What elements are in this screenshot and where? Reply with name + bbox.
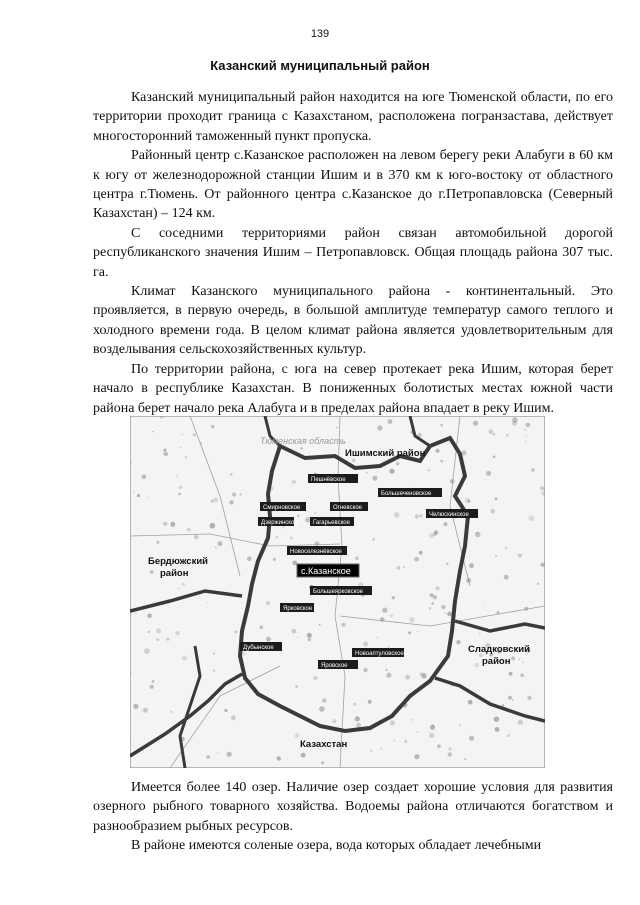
district-map [130,416,545,768]
map-speckle [332,719,336,723]
map-speckle [540,563,544,567]
map-speckle [390,614,393,617]
map-speckle [495,727,500,732]
map-speckle [211,500,214,503]
map-speckle [372,476,377,481]
map-speckle [341,623,345,627]
map-speckle [217,752,219,754]
map-speckle [526,423,531,428]
map-speckle [489,429,494,434]
map-speckle [525,441,527,443]
map-speckle [437,744,441,748]
map-speckle [319,706,325,712]
village-text: Большеярковское [313,589,364,595]
map-speckle [415,514,419,518]
map-speckle [229,500,233,504]
map-speckle [386,669,388,671]
map-speckle [403,566,405,568]
map-speckle [307,633,312,638]
map-speckle [386,673,391,678]
map-speckle [409,617,414,622]
map-speckle [182,434,183,435]
map-speckle [377,637,378,638]
map-speckle [508,696,512,700]
map-speckle [152,431,154,433]
map-speckle [163,522,167,526]
map-speckle [527,696,531,700]
map-speckle [206,602,208,604]
map-speckle [408,631,411,634]
map-speckle [474,663,479,668]
district-center-text: с.Казанское [301,566,351,576]
map-speckle [239,493,241,495]
paragraph: Имеется более 140 озер. Наличие озер создает хорошие условия для развития озерного рыбного товарного хозяйства. Водоемы района отличаются богатством и разнообразием рыбных ресурсов. [93,780,613,834]
village-text: Смирновское [263,505,301,511]
village-text: Дзержинское [261,520,298,526]
map-speckle [405,675,410,680]
map-speckle [511,656,515,660]
label-ishim-district: Ишимский район [345,448,426,459]
label-sladkovo-district: Сладковский [468,644,530,655]
map-speckle [419,551,423,555]
map-speckle [353,703,356,706]
map-speckle [291,484,292,485]
map-speckle [292,561,297,566]
label-sladkovo-district-line2: район [482,656,511,667]
page-number: 139 [310,28,330,40]
map-speckle [230,473,233,476]
map-speckle [505,546,508,549]
map-speckle [440,424,443,427]
map-speckle [232,493,236,497]
map-speckle [447,612,452,617]
map-speckle [444,522,448,526]
map-speckle [182,583,185,586]
map-speckle [417,631,418,632]
map-speckle [430,593,434,597]
map-speckle [137,494,140,497]
paragraph: С соседними территориями район связан автомобильной дорогой республиканского значения Ишим – Петропавловск. Общая площадь района 307 тыс. га. [93,225,613,280]
map-speckle [210,523,216,529]
map-speckle [414,557,419,562]
map-speckle [537,583,539,585]
map-speckle [152,680,155,683]
village-text: Большеченовское [381,491,432,497]
map-speckle [483,605,484,606]
map-speckle [417,731,419,733]
map-speckle [355,716,360,721]
map-speckle [390,720,395,725]
map-speckle [420,672,424,676]
map-speckle [180,447,181,448]
map-speckle [301,447,303,449]
map-speckle [319,624,321,626]
map-speckle [495,555,497,557]
map-speckle [525,435,527,437]
map-speckle [469,736,474,741]
map-speckle [428,470,430,472]
map-speckle [234,631,237,634]
map-speckle [388,646,389,647]
map-speckle [459,724,461,726]
map-speckle [368,700,372,704]
village-label [258,517,298,526]
map-speckle [479,633,481,635]
map-speckle [430,725,435,730]
map-speckle [436,586,440,590]
map-speckle [314,512,316,514]
map-speckle [321,761,324,764]
village-label [378,488,442,497]
map-speckle [529,516,535,522]
map-speckle [148,631,150,633]
village-label [310,517,354,526]
map-speckle [540,486,544,490]
village-label [308,474,358,483]
map-speckle [394,512,399,517]
map-speckle [440,460,443,463]
map-speckle [473,421,478,426]
map-speckle [434,530,438,534]
village-label [330,502,368,511]
map-speckle [493,433,495,435]
label-tyumen-oblast: Тюменская область [260,436,346,446]
map-speckle [446,563,448,565]
map-speckle [506,434,509,437]
map-speckle [410,486,411,487]
map-speckle [388,419,393,424]
map-speckle [412,719,414,721]
map-speckle [394,740,395,741]
map-speckle [377,425,382,430]
map-speckle [156,541,159,544]
map-speckle [295,685,298,688]
map-speckle [150,685,154,689]
map-speckle [185,456,188,459]
body-text-top [93,88,613,418]
map-speckle [336,427,338,429]
map-speckle [194,535,198,539]
paragraph: В районе имеются соленые озера, вода которых обладает лечебными [131,838,542,854]
map-speckle [231,716,236,721]
map-speckle [291,629,296,634]
village-text: Яровское [321,663,348,669]
village-label [280,603,314,612]
map-speckle [475,532,481,538]
map-speckle [187,528,190,531]
map-speckle [164,449,167,452]
village-label [426,509,478,518]
map-speckle [305,517,310,522]
map-speckle [273,558,276,561]
map-speckle [292,480,296,484]
map-speckle [147,497,149,499]
map-speckle [380,748,382,750]
map-speckle [429,533,434,538]
map-speckle [143,708,148,713]
map-speckle [520,674,524,678]
map-speckle [193,433,196,436]
map-speckle [512,699,514,701]
map-speckle [135,613,136,614]
map-speckle [156,628,161,633]
paragraph: Районный центр с.Казанское расположен на левом берегу реки Алабуги в 60 км к югу от железнодорожной станции Ишим и в 370 км к юго-востоку от областного центра г.Тюмень. От районного центра с.Казанское до г.Петропавловска (Северный Казахстан) – 124 км. [93,148,613,222]
map-speckle [392,596,395,599]
village-label [352,648,404,657]
map-speckle [301,753,306,758]
village-label [318,660,358,669]
village-text: Пешнёвское [311,477,346,483]
map-speckle [156,638,159,641]
map-speckle [518,720,523,725]
map-speckle [170,711,172,713]
map-speckle [468,700,473,705]
map-speckle [175,631,179,635]
map-speckle [179,486,182,489]
map-speckle [464,758,466,760]
map-speckle [495,497,498,500]
map-speckle [531,468,534,471]
map-speckle [504,575,509,580]
map-speckle [308,638,311,641]
village-text: Челюскинское [429,512,469,518]
map-speckle [363,668,367,672]
map-speckle [218,541,223,546]
paragraph: По территории района, с юга на север протекает река Ишим, которая берет начало в республике Казахстан. В пониженных болотистых местах южной части района берет начало река Алабуга и в пределах района впадает в реку Ишим. [93,361,613,416]
map-speckle [486,471,491,476]
map-speckle [266,637,271,642]
map-speckle [247,556,252,561]
map-speckle [404,740,407,743]
map-speckle [179,588,180,589]
map-speckle [170,522,175,527]
map-speckle [213,653,215,655]
map-speckle [266,601,270,605]
map-speckle [397,566,401,570]
map-speckle [448,747,451,750]
map-speckle [494,716,500,722]
village-text: Дубынское [243,645,274,651]
map-speckle [431,602,434,605]
map-speckle [493,456,496,459]
map-speckle [214,497,219,502]
map-speckle [301,526,302,527]
map-speckle [259,625,263,629]
label-berdyuzhye-district: Бердюжский [148,556,209,567]
page-title: Казанский муниципальный район [210,58,430,73]
village-text: Огневское [333,505,362,511]
map-speckle [512,421,517,426]
map-speckle [313,676,317,680]
map-speckle [215,547,217,549]
map-speckle [213,669,215,671]
map-speckle [213,427,215,429]
village-text: Новоселезнёвское [290,549,342,555]
map-speckle [178,493,181,496]
map-speckle [518,553,522,557]
map-speckle [206,755,210,759]
village-text: Новоаптуловское [355,651,404,657]
map-speckle [382,608,387,613]
map-speckle [144,648,150,654]
map-speckle [142,475,147,480]
map-speckle [355,556,359,560]
district-center-label [297,564,359,577]
village-text: Ярковское [283,606,313,612]
label-kazakhstan: Казахстан [300,739,348,750]
map-speckle [164,452,168,456]
map-speckle [182,656,187,661]
map-speckle [389,469,394,474]
map-speckle [524,429,526,431]
map-speckle [465,498,470,503]
map-speckle [430,732,431,733]
village-label [240,642,282,651]
paragraph: Казанский муниципальный район находится на юге Тюменской области, по его территории проходит граница с Казахстаном, расположена погранзастава, действует многосторонний таможенный пункт пропуска. [93,90,613,144]
map-speckle [150,570,154,574]
map-speckle [509,672,513,676]
map-speckle [522,661,524,663]
map-speckle [456,640,460,644]
map-speckle [166,638,169,641]
village-label [287,546,347,555]
map-speckle [322,698,326,702]
map-speckle [435,449,439,453]
map-speckle [396,462,399,465]
label-berdyuzhye-district-line2: район [160,568,189,579]
village-label [310,586,372,595]
map-speckle [133,491,134,492]
map-speckle [147,614,152,619]
map-speckle [297,636,298,637]
village-text: Гагарьевское [313,520,350,526]
map-speckle [429,733,434,738]
map-speckle [277,756,281,760]
map-speckle [429,607,431,609]
paragraph: Климат Казанского муниципального района - континентальный. Это проявляется, в первую очередь, в большой амплитуде температур самого теплого и холодного времени года. В целом климат района является удовлетворительным для возделывания сельскохозяйственных культур. [93,284,613,358]
map-speckle [370,750,373,753]
map-speckle [419,514,422,517]
map-speckle [519,658,521,660]
map-speckle [491,509,495,513]
map-speckle [276,536,278,538]
map-speckle [290,537,293,540]
map-speckle [297,514,300,517]
village-label [260,502,306,511]
map-speckle [469,563,474,568]
map-speckle [141,711,143,713]
map-speckle [507,734,510,737]
map-speckle [497,612,499,614]
body-text-bottom [93,778,613,856]
map-speckle [176,475,178,477]
map-speckle [414,754,419,759]
map-speckle [372,538,375,541]
map-speckle [448,752,452,756]
map-speckle [366,472,368,474]
map-speckle [224,709,227,712]
map-speckle [133,704,138,709]
district-map-graphic [130,416,545,768]
map-speckle [315,541,320,546]
map-speckle [441,605,445,609]
map-speckle [363,641,368,646]
map-speckle [295,733,300,738]
map-speckle [227,752,232,757]
map-speckle [243,652,246,655]
map-speckle [445,613,446,614]
